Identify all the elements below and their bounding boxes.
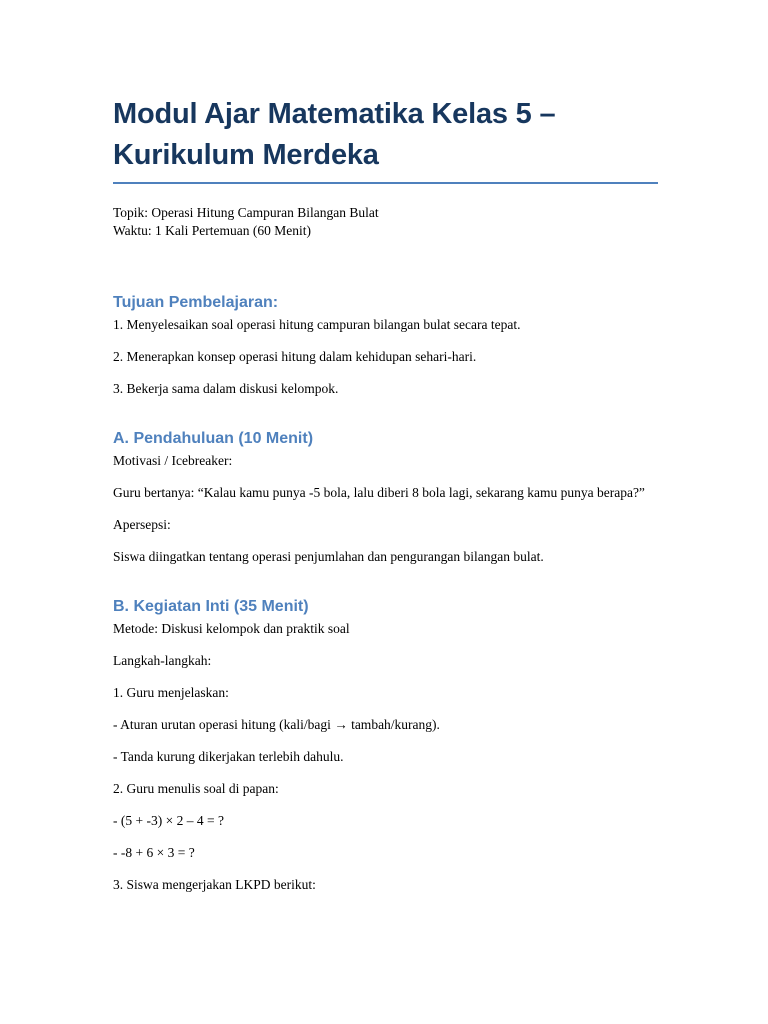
paragraph: 3. Siswa mengerjakan LKPD berikut: — [113, 877, 316, 892]
paragraph: Siswa diingatkan tentang operasi penjumlahan dan pengurangan bilangan bulat. — [113, 549, 544, 564]
paragraph: 1. Guru menjelaskan: — [113, 685, 229, 700]
paragraph: - Aturan urutan operasi hitung (kali/bagi → tambah/kurang). — [113, 717, 440, 732]
paragraph: - (5 + -3) × 2 – 4 = ? — [113, 813, 224, 828]
title-line-1: Modul Ajar Matematika Kelas 5 – — [113, 98, 556, 130]
introduction-heading: A. Pendahuluan (10 Menit) — [113, 430, 314, 447]
paragraph: - Tanda kurung dikerjakan terlebih dahulu. — [113, 749, 344, 764]
paragraph: 2. Guru menulis soal di papan: — [113, 781, 279, 796]
objective-item: 3. Bekerja sama dalam diskusi kelompok. — [113, 381, 339, 396]
learning-objectives-heading: Tujuan Pembelajaran: — [113, 294, 279, 311]
objective-item: 2. Menerapkan konsep operasi hitung dalam kehidupan sehari-hari. — [113, 349, 477, 364]
core-activity-heading: B. Kegiatan Inti (35 Menit) — [113, 598, 309, 615]
topic-line: Topik: Operasi Hitung Campuran Bilangan Bulat — [113, 205, 379, 220]
document-title — [113, 94, 658, 184]
core-activity-section — [113, 620, 658, 894]
document-content — [113, 94, 658, 894]
paragraph: Motivasi / Icebreaker: — [113, 453, 233, 468]
time-line: Waktu: 1 Kali Pertemuan (60 Menit) — [113, 223, 311, 238]
paragraph: Guru bertanya: “Kalau kamu punya -5 bola, lalu diberi 8 bola lagi, sekarang kamu punya berapa?” — [113, 485, 645, 500]
lesson-meta — [113, 204, 658, 240]
introduction-section — [113, 452, 658, 566]
paragraph: Apersepsi: — [113, 517, 171, 532]
paragraph: Metode: Diskusi kelompok dan praktik soal — [113, 621, 350, 636]
learning-objectives-list — [113, 316, 658, 398]
title-line-2: Kurikulum Merdeka — [113, 139, 379, 171]
objective-item: 1. Menyelesaikan soal operasi hitung campuran bilangan bulat secara tepat. — [113, 317, 521, 332]
paragraph: - -8 + 6 × 3 = ? — [113, 845, 195, 860]
paragraph: Langkah-langkah: — [113, 653, 212, 668]
